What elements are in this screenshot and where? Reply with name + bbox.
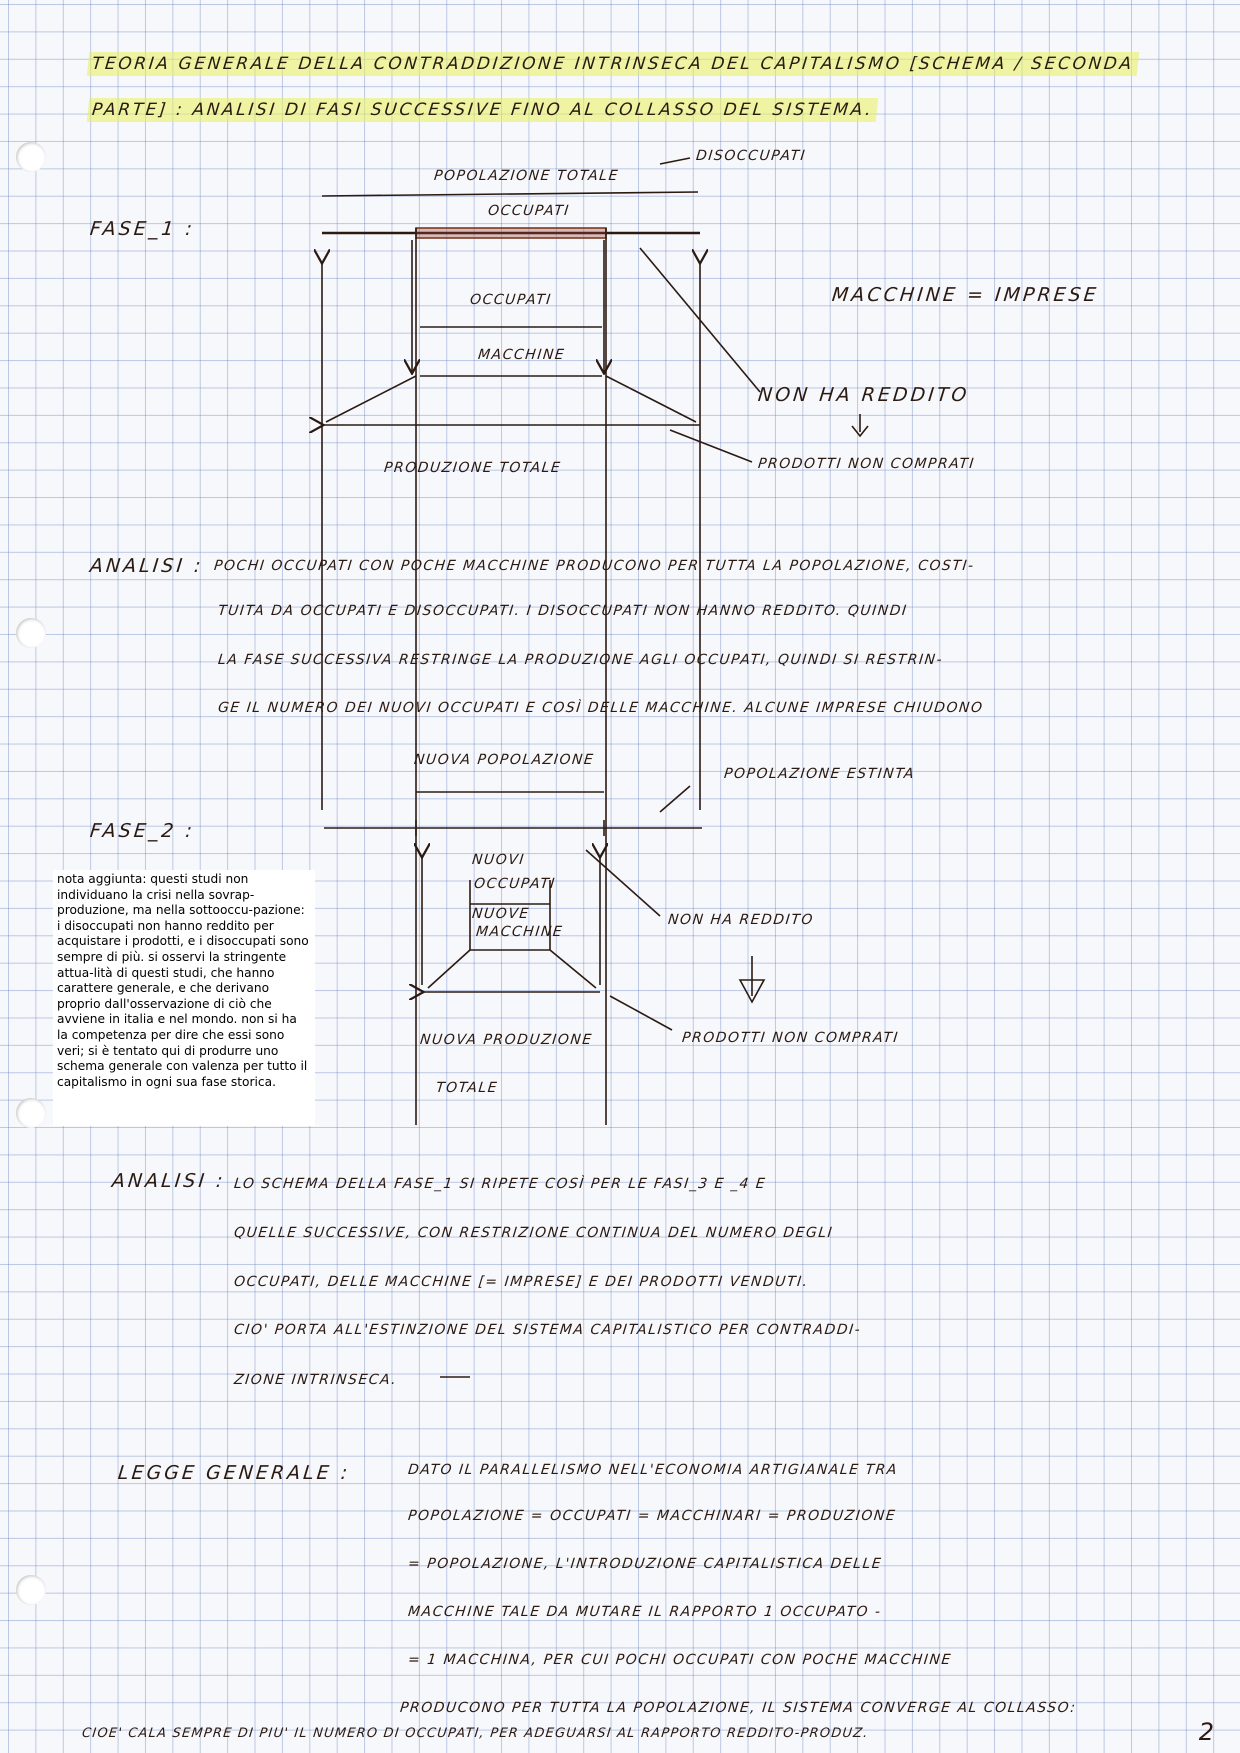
analisi-1-line: LA FASE SUCCESSIVA RESTRINGE LA PRODUZIONE AGLI OCCUPATI, QUINDI SI RESTRIN- <box>217 652 944 668</box>
occupati-top-label: OCCUPATI <box>487 203 571 219</box>
production-trapezoid <box>326 376 696 422</box>
produzione-totale-label: PRODUZIONE TOTALE <box>383 460 563 476</box>
totale-label: TOTALE <box>435 1080 499 1096</box>
analisi-2-label: ANALISI : <box>110 1170 227 1192</box>
non-ha-reddito-label-2: NON HA REDDITO <box>667 912 815 928</box>
occupati-label-2: OCCUPATI <box>473 876 557 892</box>
disoccupati-label: DISOCCUPATI <box>695 148 807 164</box>
macchine-imprese-label: MACCHINE = IMPRESE <box>830 284 1100 306</box>
legge-line: MACCHINE TALE DA MUTARE IL RAPPORTO 1 OCCUPATO - <box>407 1604 883 1620</box>
macchine-label: MACCHINE <box>477 347 567 363</box>
fase-2-label: FASE_2 : <box>88 820 197 842</box>
analisi-2-line: ZIONE INTRINSECA. <box>233 1372 399 1388</box>
analisi-2-line: OCCUPATI, DELLE MACCHINE [= IMPRESE] E DEI PRODOTTI VENDUTI. <box>233 1274 810 1290</box>
legge-line: POPOLAZIONE = OCCUPATI = MACCHINARI = PRODUZIONE <box>407 1508 897 1524</box>
analisi-2-line: LO SCHEMA DELLA FASE_1 SI RIPETE COSÌ PER LE FASI_3 E _4 E <box>233 1176 767 1192</box>
legge-generale-label: LEGGE GENERALE : <box>116 1462 352 1484</box>
prodotti-non-comprati-label: PRODOTTI NON COMPRATI <box>757 456 976 472</box>
legge-line: = POPOLAZIONE, L'INTRODUZIONE CAPITALISTICA DELLE <box>407 1556 884 1572</box>
legge-line: = 1 MACCHINA, PER CUI POCHI OCCUPATI CON POCHE MACCHINE <box>407 1652 953 1668</box>
non-ha-reddito-label: NON HA REDDITO <box>756 384 971 406</box>
nuova-produzione-label: NUOVA PRODUZIONE <box>419 1032 594 1048</box>
analisi-1-line: GE IL NUMERO DEI NUOVI OCCUPATI E COSÌ DELLE MACCHINE. ALCUNE IMPRESE CHIUDONO <box>217 700 985 716</box>
occupati-label: OCCUPATI <box>469 292 553 308</box>
title-line-1: TEORIA GENERALE DELLA CONTRADDIZIONE INTRINSECA DEL CAPITALISMO [SCHEMA / SECONDA <box>87 52 1139 76</box>
employed-bar-hatched <box>416 228 606 238</box>
prodotti-non-comprati-label-2: PRODOTTI NON COMPRATI <box>681 1030 900 1046</box>
analisi-2-line: CIO' PORTA ALL'ESTINZIONE DEL SISTEMA CAPITALISTICO PER CONTRADDI- <box>233 1322 863 1338</box>
popolazione-totale-label: POPOLAZIONE TOTALE <box>433 168 620 184</box>
legge-line: PRODUCONO PER TUTTA LA POPOLAZIONE, IL SISTEMA CONVERGE AL COLLASSO: <box>399 1700 1078 1716</box>
page-number: 2 <box>1198 1718 1214 1746</box>
macchine-label-2: MACCHINE <box>475 924 565 940</box>
analisi-1-line: TUITA DA OCCUPATI E DISOCCUPATI. I DISOCCUPATI NON HANNO REDDITO. QUINDI <box>217 603 909 619</box>
nuovi-label: NUOVI <box>471 852 526 868</box>
analisi-1-label: ANALISI : <box>88 555 205 577</box>
fase-1-label: FASE_1 : <box>88 218 197 240</box>
nuova-popolazione-label: NUOVA POPOLAZIONE <box>413 752 596 768</box>
legge-line: DATO IL PARALLELISMO NELL'ECONOMIA ARTIGIANALE TRA <box>407 1462 899 1478</box>
added-note: nota aggiunta: questi studi non individuano la crisi nella sovrap-produzione, ma nella sottooccu-pazione: i disoccupati non hanno reddito per acquistare i prodotti, e i disoccupati sono sempre di più. si osservi la stringente attua-lità di questi studi, che hanno carattere generale, e che derivano proprio dall'osservazione di ciò che avviene in italia e nel mondo. non si ha la competenza per dire che essi sono veri; si è tentato qui di produrre uno schema generale con valenza per tutto il capitalismo in ogni sua fase storica. <box>53 870 315 1126</box>
analisi-2-line: QUELLE SUCCESSIVE, CON RESTRIZIONE CONTINUA DEL NUMERO DEGLI <box>233 1225 835 1241</box>
population-bar <box>322 192 698 196</box>
legge-final-line: CIOE' CALA SEMPRE DI PIU' IL NUMERO DI OCCUPATI, PER ADEGUARSI AL RAPPORTO REDDITO-PRODUZ. <box>81 1726 870 1741</box>
nuove-label: NUOVE <box>471 906 531 922</box>
title-line-2: PARTE] : ANALISI DI FASI SUCCESSIVE FINO AL COLLASSO DEL SISTEMA. <box>87 98 879 122</box>
analisi-1-line: POCHI OCCUPATI CON POCHE MACCHINE PRODUCONO PER TUTTA LA POPOLAZIONE, COSTI- <box>213 558 976 574</box>
phase2-trapezoid <box>428 950 596 988</box>
popolazione-estinta-label: POPOLAZIONE ESTINTA <box>723 766 916 782</box>
